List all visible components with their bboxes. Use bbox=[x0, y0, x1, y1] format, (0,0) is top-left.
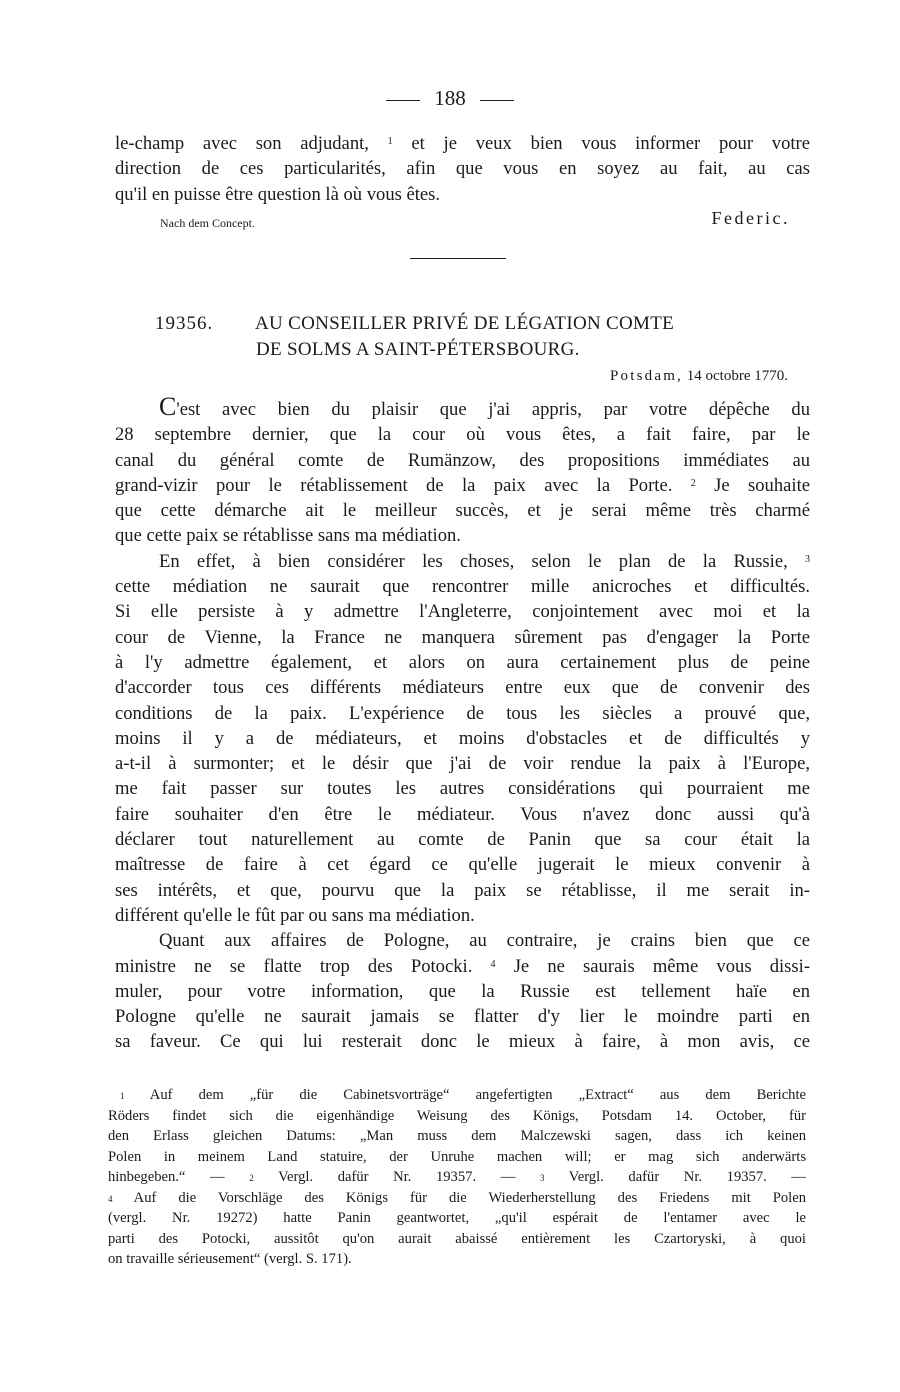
place-date bbox=[610, 368, 788, 385]
footnote-number: 1 bbox=[120, 1091, 125, 1101]
text-line: Pologne qu'elle ne saurait jamais se flatter d'y lier le moindre parti en bbox=[115, 1006, 810, 1028]
text-line: maîtresse de faire à cet égard ce qu'elle jugerait le mieux convenir à bbox=[115, 854, 810, 876]
text-line: moins il y a de médiateurs, et moins d'obstacles et de difficultés y bbox=[115, 727, 810, 749]
footnote-number: 3 bbox=[539, 1173, 545, 1183]
text-line: qu'il en puisse être question là où vous êtes. bbox=[115, 183, 441, 205]
footnote-line: Röders findet sich die eigenhändige Weisung des Königs, Potsdam 14. October, für bbox=[108, 1107, 806, 1124]
drop-cap: C bbox=[159, 392, 177, 421]
footnote-line: on travaille sérieusement“ (vergl. S. 171). bbox=[108, 1251, 352, 1267]
text-line: ministre ne se flatte trop des Potocki. $^4$ Je ne saurais même vous dissi- bbox=[115, 955, 811, 977]
intro-paragraph bbox=[115, 131, 810, 207]
letter-place: Potsdam, bbox=[609, 368, 684, 384]
footnote-ref: 3 bbox=[805, 553, 811, 565]
header-dash-right bbox=[480, 100, 514, 101]
text-line: ses intérêts, et que, pourvu que la paix se rétablisse, il me serait in- bbox=[115, 879, 810, 901]
footnote-number: 4 bbox=[108, 1193, 113, 1204]
text-line: Quant aux affaires de Pologne, au contraire, je crains bien que ce bbox=[159, 930, 810, 952]
text-line: Si elle persiste à y admettre l'Angleterre, conjointement avec moi et la bbox=[115, 601, 810, 623]
page-header bbox=[0, 86, 900, 111]
header-dash-left bbox=[386, 100, 420, 101]
footnote-line: Polen in meinem Land statuire, der Unruhe machen will; er mag sich anderwärts bbox=[108, 1148, 806, 1165]
text-line: le-champ avec son adjudant, $^1$ et je veux bien vous informer pour votre bbox=[115, 133, 810, 154]
text-line: conditions de la paix. L'expérience de tous les siècles a prouvé que, bbox=[115, 702, 810, 724]
letter-date: 14 octobre 1770. bbox=[686, 368, 788, 384]
footnote-ref: 4 bbox=[490, 958, 496, 970]
footnotes bbox=[108, 1085, 806, 1270]
section-divider bbox=[410, 258, 506, 259]
text-line: En effet, à bien considérer les choses, selon le plan de la Russie, $^3$ bbox=[159, 550, 811, 572]
page-number: 188 bbox=[434, 86, 466, 110]
signature: Federic. bbox=[711, 208, 790, 228]
text-line: cour de Vienne, la France ne manquera sûrement pas d'engager la Porte bbox=[115, 626, 810, 648]
text-line: sa faveur. Ce qui lui resterait donc le mieux à faire, à mon avis, ce bbox=[115, 1031, 810, 1053]
text-line: cette médiation ne saurait que rencontrer mille anicroches et difficultés. bbox=[115, 576, 810, 598]
text-line: que cette paix se rétablisse sans ma médiation. bbox=[115, 525, 461, 547]
text-line: déclarer tout naturellement au comte de Panin que sa cour était la bbox=[115, 829, 810, 851]
text-line: que cette démarche ait le meilleur succès, et je serai même très charmé bbox=[115, 500, 810, 522]
footnote-line: (vergl. Nr. 19272) hatte Panin geantwortet, „qu'il espérait de l'entamer avec le bbox=[108, 1210, 806, 1226]
text-line: muler, pour votre information, que la Russie est tellement haïe en bbox=[115, 980, 810, 1002]
footnote-number: 2 bbox=[249, 1173, 254, 1183]
footnote-line: $^1$ Auf dem „für die Cabinetsvorträge“ angefertigten „Extract“ aus dem Berichte bbox=[120, 1087, 807, 1103]
text-line: canal du général comte de Rumänzow, des propositions immédiates au bbox=[115, 449, 810, 471]
footnote-line: hinbegeben.“ — $^2$ Vergl. dafür Nr. 19357. — $^3$ Vergl. dafür Nr. 19357. — bbox=[108, 1169, 807, 1185]
letter-title-line: AU CONSEILLER PRIVÉ DE LÉGATION COMTE bbox=[255, 313, 675, 334]
text-line: faire souhaiter d'en être le médiateur. Vous n'avez donc aussi qu'à bbox=[115, 803, 810, 825]
text-line: C'est avec bien du plaisir que j'ai appris, par votre dépêche du bbox=[159, 392, 810, 421]
letter-number: 19356. bbox=[155, 313, 214, 334]
footnote-line: den Erlass gleichen Datums: „Man muss dem Malczewski sagen, dass ich keinen bbox=[108, 1128, 806, 1144]
text-line: d'accorder tous ces différents médiateurs entre eux que de convenir des bbox=[115, 677, 810, 699]
text-line: direction de ces particularités, afin que vous en soyez au fait, au cas bbox=[115, 158, 810, 180]
text-line: à l'y admettre également, et alors on aura certainement plus de peine bbox=[115, 651, 810, 673]
footnote-line: $^4$ Auf die Vorschläge des Königs für die Wiederherstellung des Friedens mit Polen bbox=[108, 1189, 806, 1206]
letter-title-line: DE SOLMS A SAINT-PÉTERSBOURG. bbox=[256, 339, 580, 360]
text-line: différent qu'elle le fût par ou sans ma médiation. bbox=[115, 904, 475, 926]
text-line: a-t-il à surmonter; et le désir que j'ai de voir rendue la paix à l'Europe, bbox=[115, 753, 810, 775]
footnote-ref: 1 bbox=[387, 136, 393, 147]
footnote-line: parti des Potocki, aussitôt qu'on aurait abaissé entièrement les Czartoryski, à quoi bbox=[108, 1230, 806, 1247]
footnote-ref: 2 bbox=[690, 477, 696, 489]
letter-body bbox=[115, 394, 810, 1055]
text-line: 28 septembre dernier, que la cour où vous êtes, a fait faire, par le bbox=[115, 424, 810, 446]
text-line: me fait passer sur toutes les autres considérations qui pourraient me bbox=[115, 778, 810, 800]
text-line: grand-vizir pour le rétablissement de la paix avec la Porte. $^2$ Je souhaite bbox=[115, 474, 810, 496]
source-note: Nach dem Concept. bbox=[160, 216, 255, 230]
